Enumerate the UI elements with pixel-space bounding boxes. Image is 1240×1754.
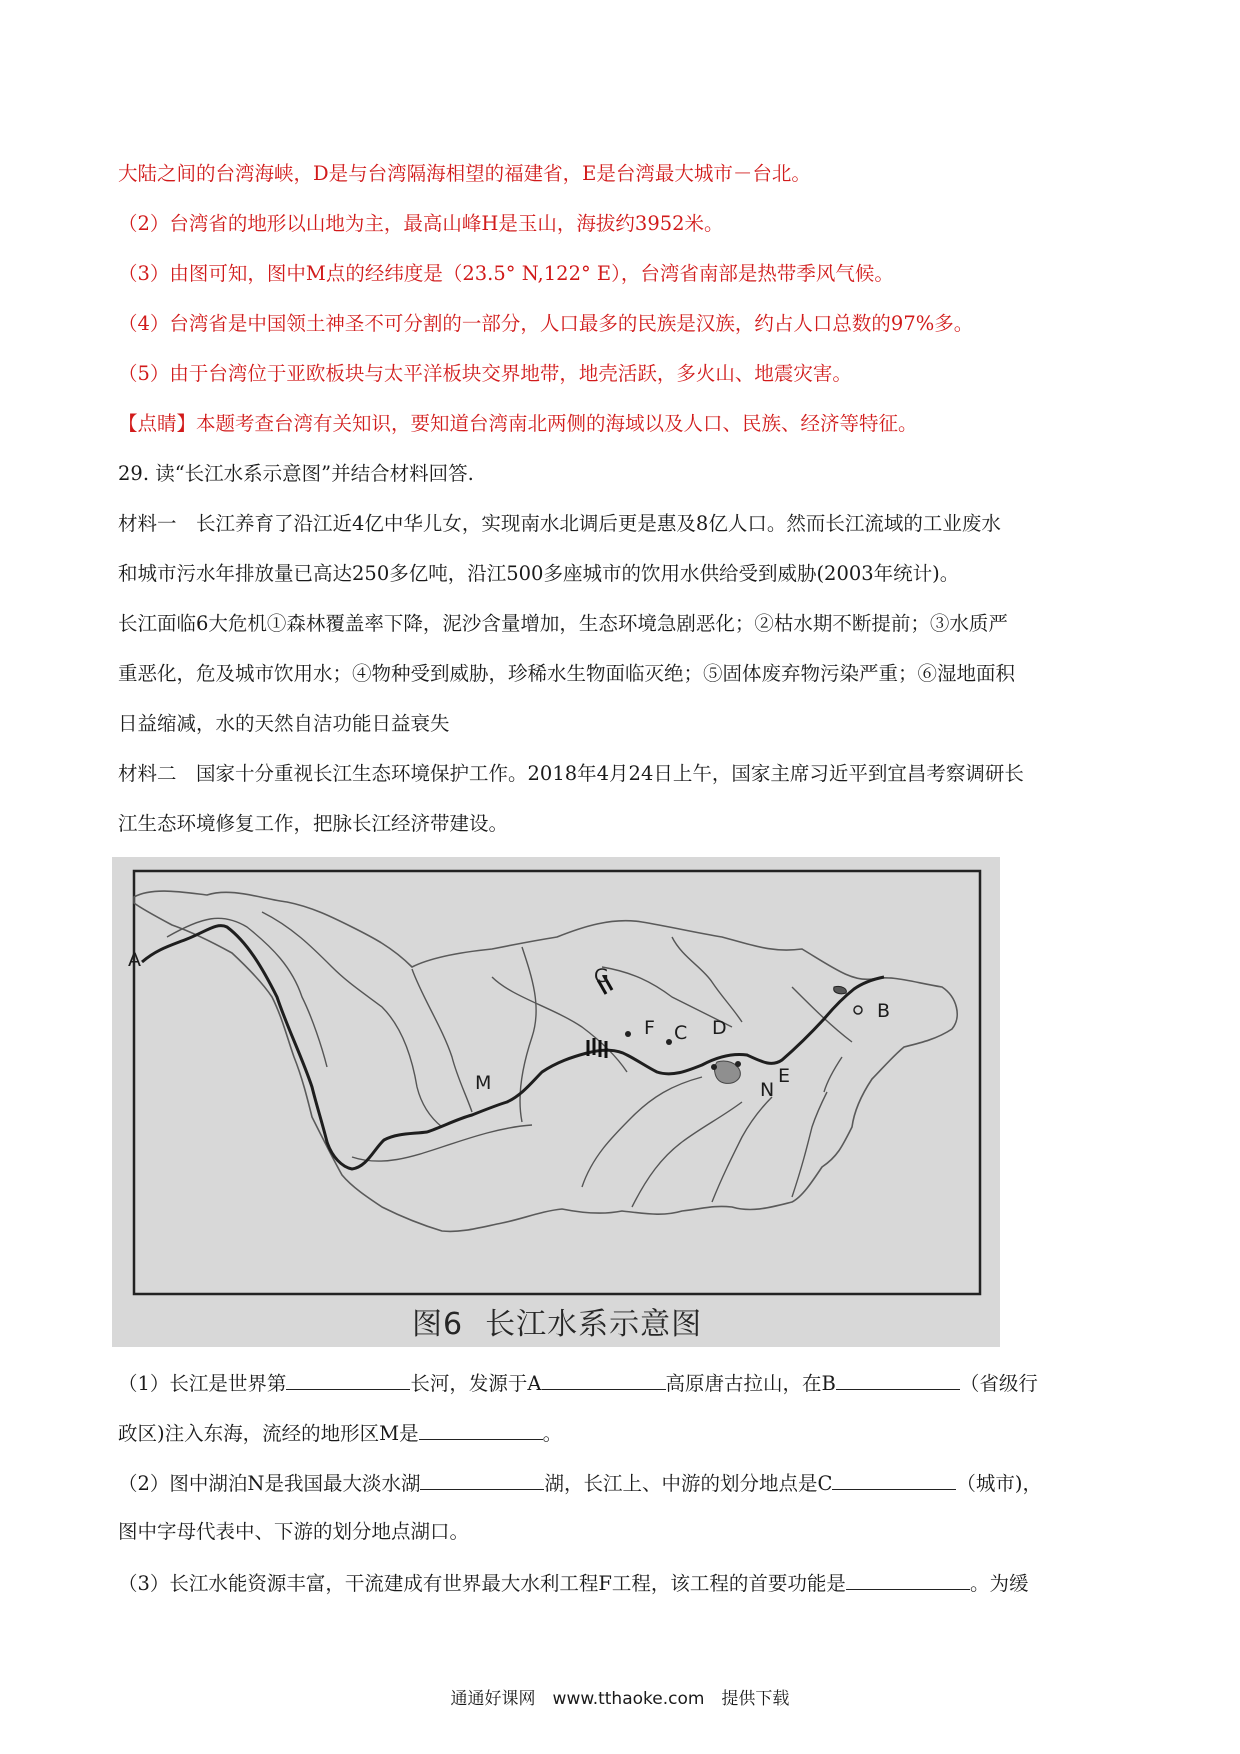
point-e-marker <box>735 1061 741 1067</box>
answer-line-5: （5）由于台湾位于亚欧板块与太平洋板块交界地带，地壳活跃，多火山、地震灾害。 <box>118 362 852 385</box>
map-label-d: D <box>712 1017 727 1039</box>
answer-blank[interactable] <box>832 1469 956 1490</box>
tributary <box>632 1102 742 1207</box>
map-label-c: C <box>674 1022 688 1044</box>
tributary <box>672 937 742 1022</box>
sub-question-3-line-1 <box>118 1569 1028 1597</box>
answer-blank[interactable] <box>419 1419 543 1440</box>
answer-blank[interactable] <box>420 1469 544 1490</box>
q1-text-c: 高原唐古拉山，在B <box>665 1372 836 1395</box>
answer-blank[interactable] <box>542 1369 666 1390</box>
sub-question-2-line-1 <box>118 1469 1042 1497</box>
map-label-a: A <box>128 949 141 971</box>
q1-text-b: 长河，发源于A <box>410 1372 542 1395</box>
tributary <box>824 1057 842 1092</box>
map-label-b: B <box>877 1000 891 1022</box>
point-d-marker <box>666 1039 672 1045</box>
answer-line-4: （4）台湾省是中国领土神圣不可分割的一部分，人口最多的民族是汉族，约占人口总数的97%多。 <box>118 312 974 335</box>
question-29-title: 29. 读“长江水系示意图”并结合材料回答. <box>118 462 474 485</box>
map-label-m: M <box>475 1072 492 1094</box>
q1-text-e: 政区)注入东海，流经的地形区M是 <box>118 1422 419 1445</box>
figure-title: 长江水系示意图 <box>485 1307 703 1342</box>
tributary <box>520 947 536 1122</box>
crisis-line-2: 重恶化，危及城市饮用水；④物种受到威胁，珍稀水生物面临灭绝；⑤固体废弃物污染严重；⑥湿地面积 <box>118 662 1016 685</box>
dam-marks <box>588 1038 606 1058</box>
material-1-line-2: 和城市污水年排放量已高达250多亿吨，沿江500多座城市的饮用水供给受到威胁(2003年统计)。 <box>118 562 960 585</box>
point-c-marker <box>625 1031 631 1037</box>
material-2-line-1: 材料二 国家十分重视长江生态环境保护工作。2018年4月24日上午，国家主席习近平到宜昌考察调研长 <box>118 762 1024 785</box>
q3-text-a: （3）长江水能资源丰富，干流建成有世界最大水利工程F工程，该工程的首要功能是 <box>118 1572 846 1595</box>
estuary-mark <box>834 986 847 993</box>
answer-line-1: 大陆之间的台湾海峡，D是与台湾隔海相望的福建省，E是台湾最大城市－台北。 <box>118 162 811 185</box>
material-2-line-2: 江生态环境修复工作，把脉长江经济带建设。 <box>118 812 509 835</box>
q1-text-a: （1）长江是世界第 <box>118 1372 287 1395</box>
tributary <box>792 987 852 1042</box>
tributary <box>412 969 472 1112</box>
map-label-e: E <box>778 1065 791 1087</box>
map-drawing <box>112 857 1000 1347</box>
answer-blank[interactable] <box>846 1569 970 1590</box>
map-frame <box>134 871 980 1294</box>
figure-number: 图6 <box>412 1307 464 1342</box>
map-label-f: F <box>644 1017 655 1039</box>
tributary <box>582 1077 702 1187</box>
map-caption <box>412 1299 702 1343</box>
tributary <box>262 912 442 1127</box>
point-n-marker <box>711 1064 717 1070</box>
sub-question-1-line-2 <box>118 1419 562 1447</box>
map-label-g: G <box>594 965 609 987</box>
tributary <box>167 918 327 1067</box>
answer-blank[interactable] <box>836 1369 960 1390</box>
material-1-line-1: 材料一 长江养育了沿江近4亿中华儿女，实现南水北调后更是惠及8亿人口。然而长江流域的工业废水 <box>118 512 1001 535</box>
sub-question-2-line-2: 图中字母代表中、下游的划分地点湖口。 <box>118 1520 470 1543</box>
q1-text-f: 。 <box>542 1422 563 1445</box>
answer-line-3: （3）由图可知，图中M点的经纬度是（23.5° N,122° E），台湾省南部是热带季风气候。 <box>118 262 894 285</box>
crisis-line-1: 长江面临6大危机①森林覆盖率下降，泥沙含量增加，生态环境急剧恶化；②枯水期不断提前；③水质严 <box>118 612 1008 635</box>
answer-blank[interactable] <box>286 1369 410 1390</box>
q2-text-a: （2）图中湖泊N是我国最大淡水湖 <box>118 1472 421 1495</box>
q2-text-c: （城市)， <box>956 1472 1043 1495</box>
q3-text-b: 。为缓 <box>969 1572 1029 1595</box>
crisis-line-3: 日益缩减，水的天然自洁功能日益衰失 <box>118 712 450 735</box>
tributary <box>352 1125 532 1161</box>
q1-text-d: （省级行 <box>959 1372 1038 1395</box>
yangtze-main-stream <box>142 926 884 1169</box>
point-b-marker <box>854 1006 862 1014</box>
sub-question-1-line-1 <box>118 1369 1038 1397</box>
page-footer: 通通好课网 www.tthaoke.com 提供下载 <box>450 1689 790 1709</box>
q2-text-b: 湖，长江上、中游的划分地点是C <box>544 1472 833 1495</box>
basin-outline <box>134 891 957 1231</box>
tributary <box>792 1092 827 1197</box>
answer-line-2: （2）台湾省的地形以山地为主，最高山峰H是玉山，海拔约3952米。 <box>118 212 724 235</box>
map-label-n: N <box>760 1079 775 1101</box>
key-point-line: 【点睛】本题考查台湾有关知识，要知道台湾南北两侧的海域以及人口、民族、经济等特征。 <box>118 412 918 435</box>
yangtze-river-map <box>112 857 1000 1347</box>
tributary <box>712 1097 772 1202</box>
